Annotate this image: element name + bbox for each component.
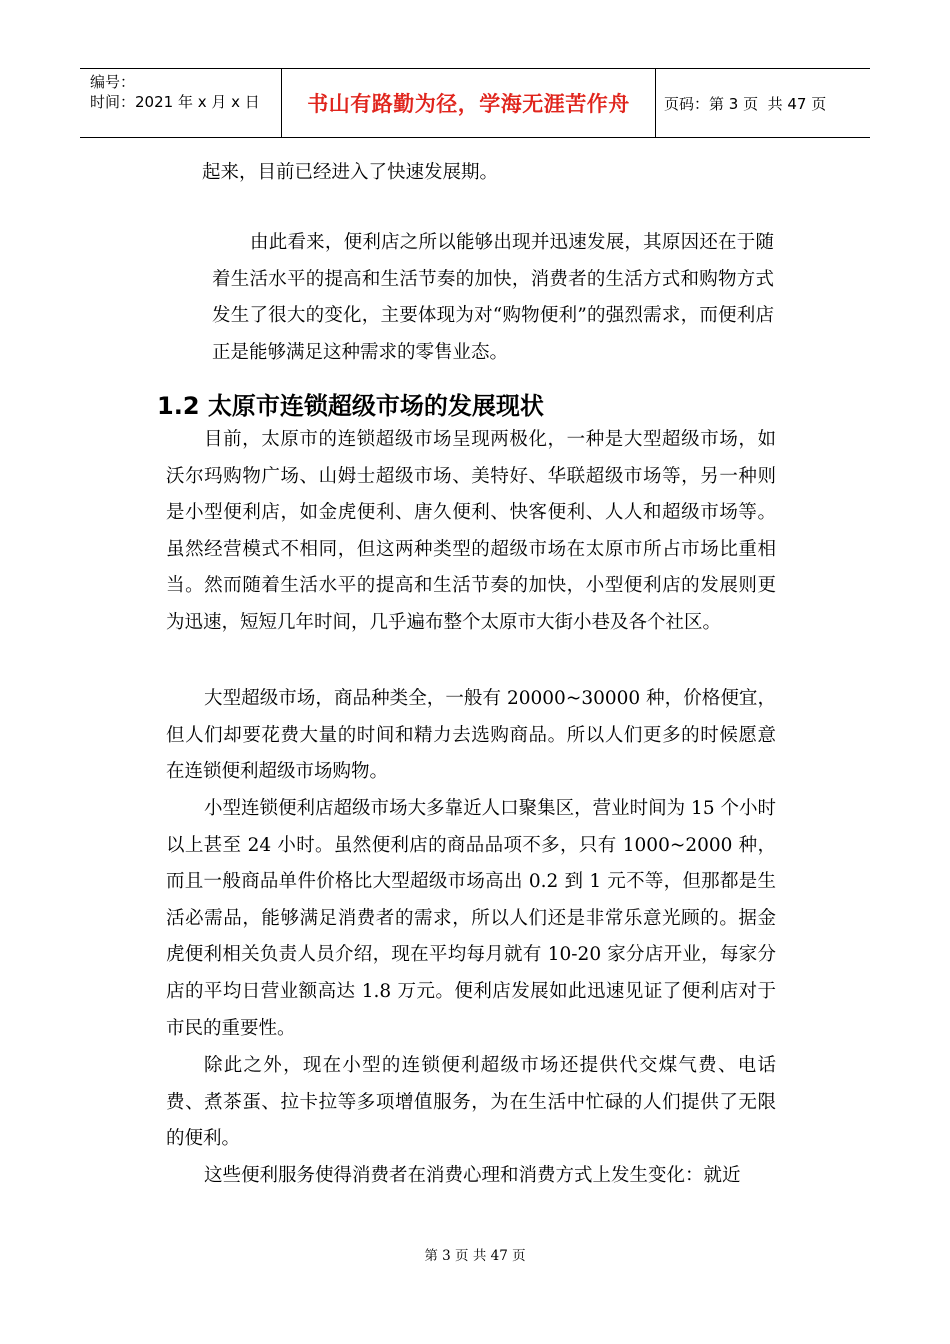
continuation-paragraph: 起来，目前已经进入了快速发展期。 xyxy=(202,162,499,183)
header-meta-cell xyxy=(80,69,282,137)
summary-paragraph: 由此看来，便利店之所以能够出现并迅速发展，其原因还在于随着生活水平的提高和生活节奏的加快，消费者的生活方式和购物方式发生了很大的变化，主要体现为对“购物便利”的强烈需求，而便利店正是能够满足这种需求的零售业态。 xyxy=(212,232,774,363)
header-motto: 书山有路勤为径，学海无涯苦作舟 xyxy=(307,92,630,116)
section-title: 1.2 太原市连锁超级市场的发展现状 xyxy=(157,392,544,420)
header-motto-cell xyxy=(282,69,656,137)
document-date-label: 时间：2021 年 x 月 x 日 xyxy=(90,93,260,111)
page-header xyxy=(80,68,870,138)
body-paragraph: 小型连锁便利店超级市场大多靠近人口聚集区，营业时间为 15 个小时以上甚至 24 小时。虽然便利店的商品品项不多，只有 1000~2000 种，而且一般商品单件价格比大型超级市场高出 0.2 到 1 元不等，但那都是生活必需品，能够满足消费者的需求，所以人们还是非常乐意光顾的。据金虎便利相关负责人员介绍，现在平均每月就有 10-20 家分店开业，每家分店的平均日营业额高达 1.8 万元。便利店发展如此迅速见证了便利店对于市民的重要性。 xyxy=(166,798,776,1039)
footer-page-number: 第 3 页 共 47 页 xyxy=(424,1248,526,1264)
body-paragraph: 目前，太原市的连锁超级市场呈现两极化，一种是大型超级市场，如沃尔玛购物广场、山姆士超级市场、美特好、华联超级市场等，另一种则是小型便利店，如金虎便利、唐久便利、快客便利、人人和超级市场等。虽然经营模式不相同，但这两种类型的超级市场在太原市所占市场比重相当。然而随着生活水平的提高和生活节奏的加快，小型便利店的发展则更为迅速，短短几年时间，几乎遍布整个太原市大街小巷及各个社区。 xyxy=(166,429,776,633)
body-paragraph: 除此之外，现在小型的连锁便利超级市场还提供代交煤气费、电话费、煮茶蛋、拉卡拉等多项增值服务，为在生活中忙碌的人们提供了无限的便利。 xyxy=(166,1055,776,1150)
body-paragraph: 大型超级市场，商品种类全，一般有 20000~30000 种，价格便宜，但人们却要花费大量的时间和精力去选购商品。所以人们更多的时候愿意在连锁便利超级市场购物。 xyxy=(166,688,776,783)
header-page-info: 页码：第 3 页 共 47 页 xyxy=(664,94,827,113)
page-footer xyxy=(0,1244,950,1264)
header-page-cell xyxy=(656,69,870,137)
document-number-label: 编号： xyxy=(90,73,136,91)
body-paragraph: 这些便利服务使得消费者在消费心理和消费方式上发生变化：就近 xyxy=(204,1165,741,1186)
